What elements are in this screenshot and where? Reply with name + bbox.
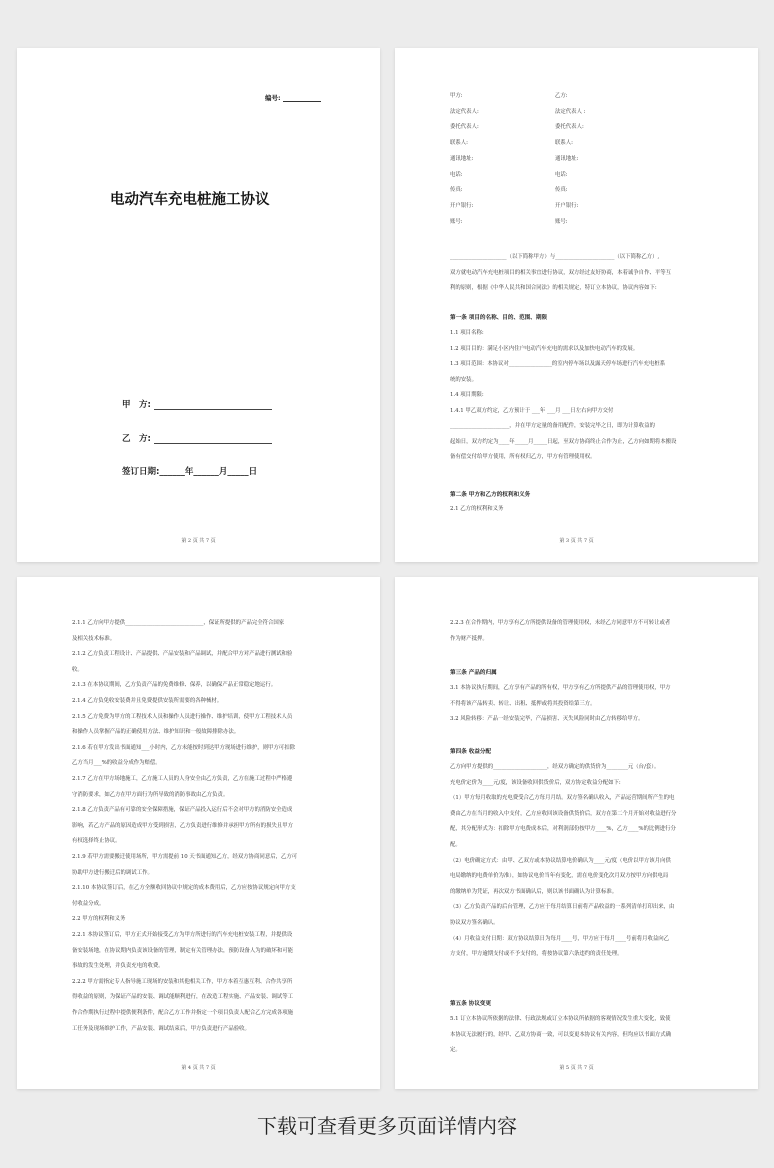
text-line: 5.1 订立本协议所依据的法律、行政法规或订立本协议所依据的客观情况发生重大变化，致使	[450, 1016, 671, 1022]
text-line: 得收益的原则，为保证产品的安装、调试能顺利进行，在改造工程实施、产品安装、调试等工	[72, 994, 294, 1001]
document-title: 电动汽车充电桩施工协议	[110, 192, 270, 208]
text-line: 1.2 项目目的：满足小区内住户电动汽车充电的需求以及加快电动汽车的发展。	[450, 345, 639, 352]
party-a-info: 法定代表人:	[450, 108, 479, 115]
text-line: 起始日，双方约定为____年_____月_____日起，至双方协商终止合作为止，乙方向如期将本搬设	[450, 438, 677, 445]
page-footer: 第 4 页 共 7 页	[181, 1065, 216, 1071]
download-caption: 下载可查看更多页面详情内容	[257, 1114, 517, 1138]
text-line: 影响，若乙方产品的原因造成甲方受到损害，乙方负责进行维修并承担甲方所有的损失且甲方	[72, 822, 294, 829]
contract-page-5	[395, 577, 758, 1089]
text-line: 的缴纳单为凭证，再次双方书面确认后，则以该书面确认为计算标准。	[450, 888, 618, 895]
text-line: 2.2 甲方的权利和义务	[72, 916, 126, 923]
text-line: 双方就电动汽车充电桩项目的相关事宜进行协议，双方经过友好协商，本着诚争自作、平等互	[450, 269, 672, 276]
text-line: 3.1 本协议执行期间，乙方享有产品的所有权，甲方享有乙方所提供产品的管理使用权，甲方	[450, 685, 671, 691]
number-line	[283, 101, 321, 102]
text-line: 作为财产抵押。	[450, 635, 488, 642]
cover-page	[17, 48, 380, 562]
party-a-info: 通讯地址:	[450, 155, 474, 162]
party-a-info: 甲方:	[450, 93, 463, 99]
text-line: 2.1.8 乙方负责产品有可靠的安全保障措施，保证产品投入运行后不会对甲方的消防安全造成	[72, 807, 293, 814]
text-line: 工任务及现场维护工作，产品安装、调试结束后，甲方负责进行产品验收。	[72, 1025, 250, 1032]
text-line: 定。	[450, 1047, 461, 1053]
text-line: 作合作期执行过程中提供便利条件，配合乙方工作并指定一个项目负责人配合乙方完成各项施	[72, 1010, 294, 1016]
page-footer: 第 5 页 共 7 页	[559, 1065, 594, 1071]
text-line: 和操作人员掌握产品的正确使用方法、维护知识和一般故障排除办法。	[72, 729, 240, 736]
text-line: 1.1 项目名称:	[450, 330, 484, 336]
text-line: 1.3 项目范围：本协议对________________的室内停车场以及露天停车场进行汽车充电桩系	[450, 361, 666, 367]
text-line: 2.1.10 本协议签订后，在乙方全额收回协议中规定的成本费用后，乙方应按协议规定向甲方支	[72, 885, 296, 892]
text-line: 1.4.1 甲乙双方约定，乙方预计于 ___年 ___月 ___日左右向甲方交付	[450, 407, 614, 414]
party-b-field	[122, 432, 272, 444]
text-line: 收。	[72, 666, 83, 673]
text-line: 2.1.5 乙方免费为甲方的工程技术人员和操作人员进行操作、维护培训，使甲方工程技术人员	[72, 713, 293, 720]
text-line: 2.1 乙方的权利和义务	[450, 506, 504, 512]
party-a-info: 传真:	[450, 187, 463, 194]
text-line: 2.1.6 若在甲方发出书面通知___小时内，乙方未能按时到达甲方现场进行维护，则甲方可扣除	[72, 744, 295, 751]
text-line: 协助甲方进行搬迁后的调试工作。	[72, 869, 153, 876]
text-line: 配。	[450, 842, 461, 848]
number-label: 编号:	[265, 94, 281, 102]
party-b-info: 开户银行:	[555, 202, 579, 209]
document-number	[265, 93, 321, 102]
text-line: 利的原则，根据《中华人民共和国合同法》的相关规定，特订立本协议，协议内容如下:	[450, 285, 657, 291]
text-line: 及相关技术标准。	[72, 635, 116, 642]
party-b-info: 委托代表人:	[555, 124, 584, 131]
text-line: 3.2 风险转移：产品一经安装完毕，产品损害、灭失风险同时由乙方转移给甲方。	[450, 716, 644, 722]
text-line: 配，其分配形式为：扣除甲方电费成本后，对利润部份按甲方____%，乙方____%的比例进行分	[450, 826, 676, 833]
party-a-line	[154, 409, 272, 410]
section-heading: 第二条 甲方和乙方的权利和义务	[450, 492, 531, 498]
text-line: 电局缴纳的电费单价为准），如协议电价当年有变化，需在电价变化次月双方按甲方向供电局	[450, 873, 669, 880]
section-heading: 第五条 协议变更	[450, 1001, 492, 1007]
page-footer: 第 2 页 共 7 页	[181, 538, 216, 544]
text-line: 2.2.1 本协议签订后，甲方正式开始接受乙方为甲方所进行的汽车充电桩安装工程，并提供设	[72, 932, 293, 938]
page-footer: 第 3 页 共 7 页	[559, 538, 594, 544]
party-a-info: 开户银行:	[450, 202, 474, 209]
text-line: 不得将该产品转卖、转让、出租、抵押或将其投资给第三方。	[450, 700, 596, 707]
sign-date: 签订日期:______年______月_____日	[122, 467, 258, 477]
text-line: 2.2.3 在合作期内，甲方享有乙方所提供设备的管理使用权，未经乙方同意甲方不可转让或者	[450, 620, 671, 626]
contract-page-3	[395, 48, 758, 562]
section-heading: 第三条 产品的归属	[450, 670, 497, 676]
text-line: 费由乙方在当月的收入中支付，乙方应收回该设备供货价后，双方在第二个月开始对收益进行分	[450, 810, 677, 817]
party-a-info: 账号:	[450, 218, 463, 225]
text-line: （4）月收益支付日期：双方协议结算日为每月____号，甲方应于每月____号前将月收益向乙	[450, 935, 670, 942]
text-line: ______________________，并在甲方定量的备用配件，安装完毕之日，即为计算收益的	[450, 423, 655, 429]
text-line: 备安装场地，在协议期内负责该设备的管理，制定有关管理办法，预防设备人为的破坏和可能	[72, 947, 294, 954]
party-b-label: 乙 方:	[122, 434, 151, 444]
text-line: 乙方当月___%的收益分成作为赔偿。	[72, 760, 161, 767]
party-b-info: 通讯地址:	[555, 155, 579, 162]
party-b-info: 账号:	[555, 218, 568, 225]
contract-page-4	[17, 577, 380, 1089]
text-line: 付收益分成。	[72, 900, 105, 907]
text-line: 2.1.7 乙方在甲方场地施工，乙方施工人员的人身安全由乙方负责，乙方在施工过程中严格遵	[72, 776, 293, 782]
text-line: 2.1.1 乙方向甲方提供_____________________________，保证所提供的产品完全符合国家	[72, 620, 285, 626]
text-line: 乙方向甲方提供的____________________，经双方确定的供货价为________元（台/套）。	[450, 764, 660, 770]
text-line: 2.1.4 乙方负免收安装费并且免费提供安装所需要的各种械材。	[72, 698, 223, 704]
party-b-line	[154, 443, 272, 444]
party-a-label: 甲 方:	[122, 400, 151, 410]
party-a-info: 联系人:	[450, 140, 468, 147]
text-line: 2.1.2 乙方负责工程设计、产品提供、产品安装和产品调试，并配合甲方对产品进行测试和验	[72, 651, 293, 658]
party-a-info: 电话:	[450, 171, 463, 178]
text-line: （2）电价确定方式：由甲、乙双方或本协议结算电价确认为____元/度（电价以甲方该月向供	[450, 857, 671, 864]
text-line: 有权选择终止协议。	[72, 838, 121, 845]
text-line: 2.1.9 若甲方需要搬迁使用场所，甲方需提前 10 天书面通知乙方，经双方协商同意后，乙方可	[72, 854, 298, 860]
section-heading: 第四条 收益分配	[450, 749, 492, 755]
party-b-info: 乙方:	[555, 93, 568, 99]
party-b-info: 法定代表人 :	[555, 108, 586, 115]
party-b-info: 联系人:	[555, 140, 573, 147]
party-b-info: 传真:	[555, 187, 568, 194]
party-a-field	[122, 398, 272, 410]
text-line: 2.1.3 在本协议期间，乙方负责产品的免费维修、保养，以确保产品正常稳定地运行。	[72, 682, 277, 689]
text-line: 本协议无法履行的，经甲、乙双方协商一致，可以变更本协议有关内容，但均应以书面方式确	[450, 1031, 672, 1038]
text-line: 充电价定价为____元/度，该设备收回供货价后，双方协定收益分配如下:	[450, 779, 621, 786]
text-line: （1）甲方每月收取的充电费受合乙方每月月结。双方签名确认收入，产品运营期间所产生的电	[450, 795, 675, 802]
text-line: 守消防要求，如乙方在甲方面行为所导致的消防事故由乙方负责。	[72, 791, 229, 798]
text-line: 1.4 项目期限:	[450, 392, 484, 398]
party-b-info: 电话:	[555, 171, 568, 178]
party-a-info: 委托代表人:	[450, 124, 479, 131]
section-heading: 第一条 项目的名称、目的、范围、期限	[450, 315, 548, 321]
text-line: 备有偿交付给甲方使用，所有权归乙方，甲方有管理使用权。	[450, 454, 596, 460]
text-line: 事故的发生处理，并负责充电的收费。	[72, 963, 164, 970]
text-line: 方支付，甲方逾期支付或不予支付的，将按协议第六条违约的责任处理。	[450, 951, 623, 958]
text-line: 2.2.2 甲方需指定专人指导施工现场的安装和其他相关工作，甲方本着互惠互利、合作共享所	[72, 978, 293, 985]
text-line: 协议双方签名确认。	[450, 920, 499, 926]
text-line: 统的安装。	[450, 376, 477, 383]
text-line: （3）乙方负责产品的后台管理，乙方应于每月结算日前将产品收益的一系列清单打印出来，由	[450, 904, 675, 911]
text-line: _____________________（以下简称甲方）与______________________（以下简称乙方）,	[450, 254, 660, 260]
